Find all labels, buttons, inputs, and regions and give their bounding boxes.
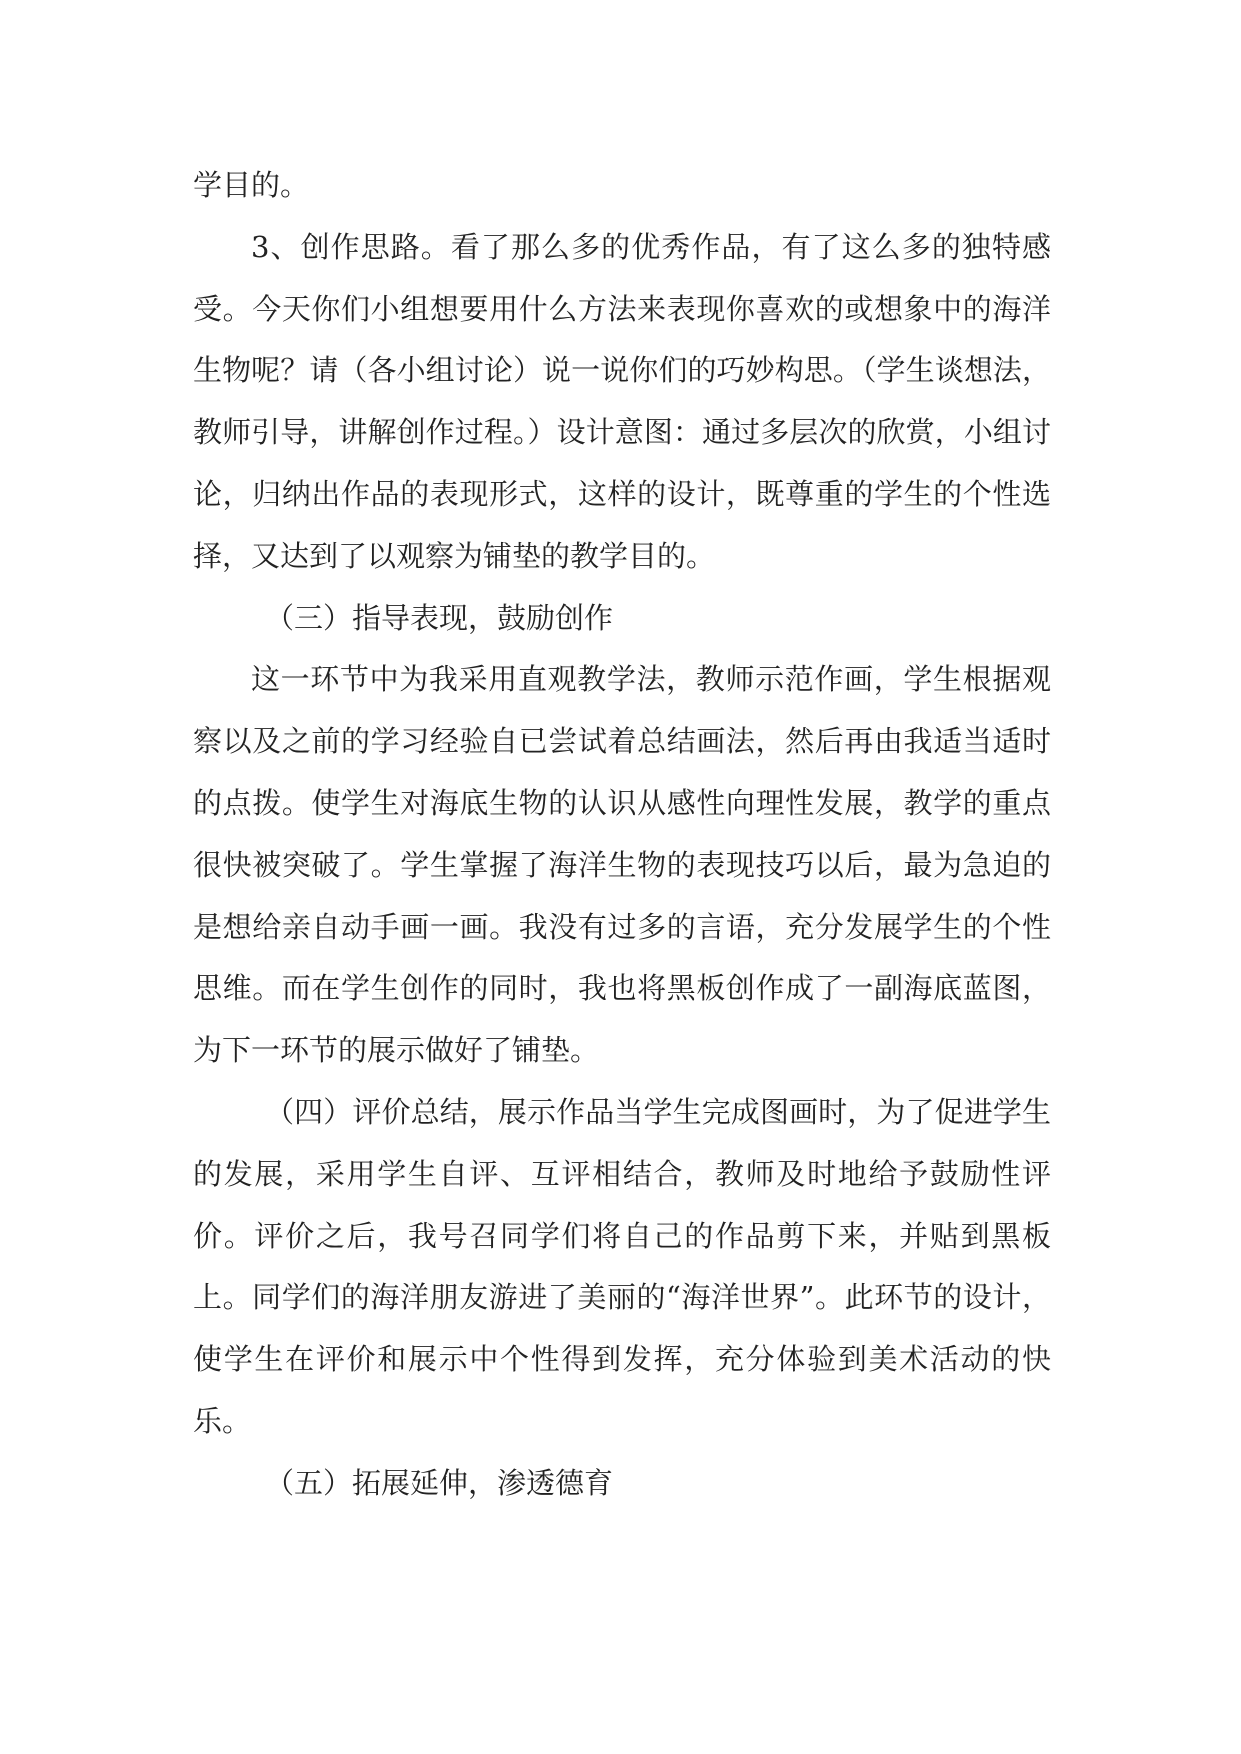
paragraph-evaluation-summary: （四）评价总结，展示作品当学生完成图画时，为了促进学生的发展，采用学生自评、互评相结合，教师及时地给予鼓励性评价。评价之后，我号召同学们将自己的作品剪下来，并贴到黑板上。同学们的海洋朋友游进了美丽的“海洋世界”。此环节的设计，使学生在评价和展示中个性得到发挥，充分体验到美术活动的快乐。 (193, 1094, 1051, 1438)
paragraph-continuation: 学目的。 (193, 168, 310, 202)
paragraph-creative-ideas: 3、创作思路。看了那么多的优秀作品，有了这么多的独特感受。今天你们小组想要用什么方法来表现你喜欢的或想象中的海洋生物呢？请（各小组讨论）说一说你们的巧妙构思。（学生谈想法，教师引导，讲解创作过程。）设计意图：通过多层次的欣赏，小组讨论，归纳出作品的表现形式，这样的设计，既尊重的学生的个性选择，又达到了以观察为铺垫的教学目的。 (193, 229, 1051, 573)
document-page (193, 155, 1051, 1515)
paragraph-demonstration: 这一环节中为我采用直观教学法，教师示范作画，学生根据观察以及之前的学习经验自已尝试着总结画法，然后再由我适当适时的点拨。使学生对海底生物的认识从感性向理性发展，教学的重点很快被突破了。学生掌握了海洋生物的表现技巧以后，最为急迫的是想给亲自动手画一画。我没有过多的言语，充分发展学生的个性思维。而在学生创作的同时，我也将黑板创作成了一副海底蓝图，为下一环节的展示做好了铺垫。 (193, 662, 1051, 1068)
section-heading-guided-creation: （三）指导表现，鼓励创作 (265, 600, 614, 635)
section-heading-extension: （五）拓展延伸，渗透德育 (265, 1465, 614, 1500)
